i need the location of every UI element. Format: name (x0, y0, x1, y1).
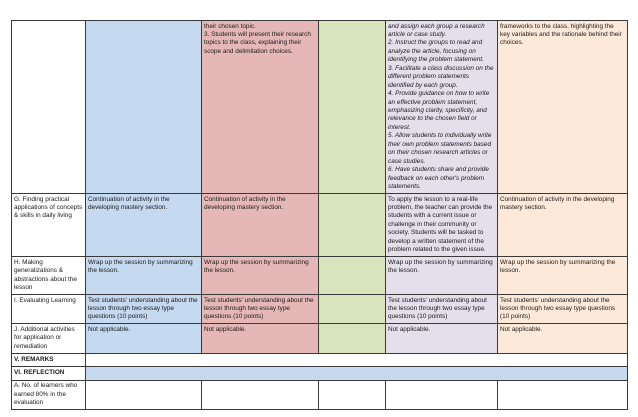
remarks-cell (86, 353, 628, 366)
table-row (12, 380, 628, 409)
col5-line: and assign each group a research article or case study. (388, 22, 485, 38)
col5-line: 3. Facilitate a class discussion on the different problem statements identified by each group. (388, 64, 494, 89)
col4-cell (319, 295, 386, 324)
col4-cell (319, 21, 386, 194)
section-heading: VI. REFLECTION (12, 367, 86, 380)
col5-cell: To apply the lesson to a real-life problem, the teacher can provide the students with a current issue or challenge in their community or society. Students will be tasked to develop a written statement of the problem related to the given issue. (386, 194, 498, 257)
col2-cell: Continuation of activity in the developing mastery section. (86, 194, 202, 257)
col2-cell: Wrap up the session by summarizing the lesson. (86, 257, 202, 295)
col6-cell: Not applicable. (498, 324, 628, 353)
col5-cell: Test students' understanding about the lesson through two essay type questions (10 points) (386, 295, 498, 324)
col5-line: 5. Allow students to individually write their own problem statements based on their chosen research articles or case studies. (388, 132, 492, 165)
section-row-remarks (12, 353, 628, 366)
section-heading: V. REMARKS (12, 353, 86, 366)
col5-cell (386, 21, 498, 194)
col5-line: 4. Provide guidance on how to write an effective problem statement, emphasizing clarity, specificity, and relevance to the chosen field or interest. (388, 90, 490, 131)
col6-cell: frameworks to the class, highlighting the key variables and the rationale behind their choices. (498, 21, 628, 194)
lesson-plan-table (11, 20, 628, 410)
col5-cell (386, 380, 498, 409)
col6-cell: Test students' understanding about the lesson through two essay type questions (10 points) (498, 295, 628, 324)
row-label-cell: I. Evaluating Learning (12, 295, 86, 324)
reflection-cell (86, 367, 628, 380)
section-row-reflection (12, 367, 628, 380)
col3-line: 3. Students will present their research topics to the class, explaining their scope and delimitation choices. (204, 30, 311, 55)
table-row (12, 257, 628, 295)
col3-cell: Test students' understanding about the lesson through two essay type questions (10 points) (202, 295, 319, 324)
col3-line: their chosen topic. (204, 22, 256, 30)
col2-cell: Not applicable. (86, 324, 202, 353)
row-label-cell: J. Additional activities for application or remediation (12, 324, 86, 353)
table-row (12, 324, 628, 353)
col3-cell: Not applicable. (202, 324, 319, 353)
col4-cell (319, 257, 386, 295)
table-row (12, 21, 628, 194)
row-label-cell: A. No. of learners who earned 80% in the evaluation (12, 380, 86, 409)
col6-cell (498, 380, 628, 409)
col6-cell: Continuation of activity in the developing mastery section. (498, 194, 628, 257)
col4-cell (319, 380, 386, 409)
col6-cell: Wrap up the session by summarizing the lesson. (498, 257, 628, 295)
col2-cell (86, 380, 202, 409)
col5-cell: Wrap up the session by summarizing the lesson. (386, 257, 498, 295)
row-label-cell: G. Finding practical applications of concepts & skills in daily living (12, 194, 86, 257)
table-row (12, 194, 628, 257)
row-label-cell: H. Making generalizations & abstractions about the lesson (12, 257, 86, 295)
col3-cell: Wrap up the session by summarizing the lesson. (202, 257, 319, 295)
row-label-cell (12, 21, 86, 194)
col3-cell (202, 21, 319, 194)
col4-cell (319, 324, 386, 353)
table-row (12, 295, 628, 324)
col3-cell (202, 380, 319, 409)
col3-cell: Continuation of activity in the developing mastery section. (202, 194, 319, 257)
col4-cell (319, 194, 386, 257)
col2-cell (86, 21, 202, 194)
col5-line: 6. Have students share and provide feedback on each other's problem statements. (388, 166, 489, 191)
col2-cell: Test students' understanding about the lesson through two essay type questions (10 points) (86, 295, 202, 324)
col5-line: 2. Instruct the groups to read and analyze the article, focusing on identifying the problem statement. (388, 39, 484, 64)
col5-cell: Not applicable. (386, 324, 498, 353)
